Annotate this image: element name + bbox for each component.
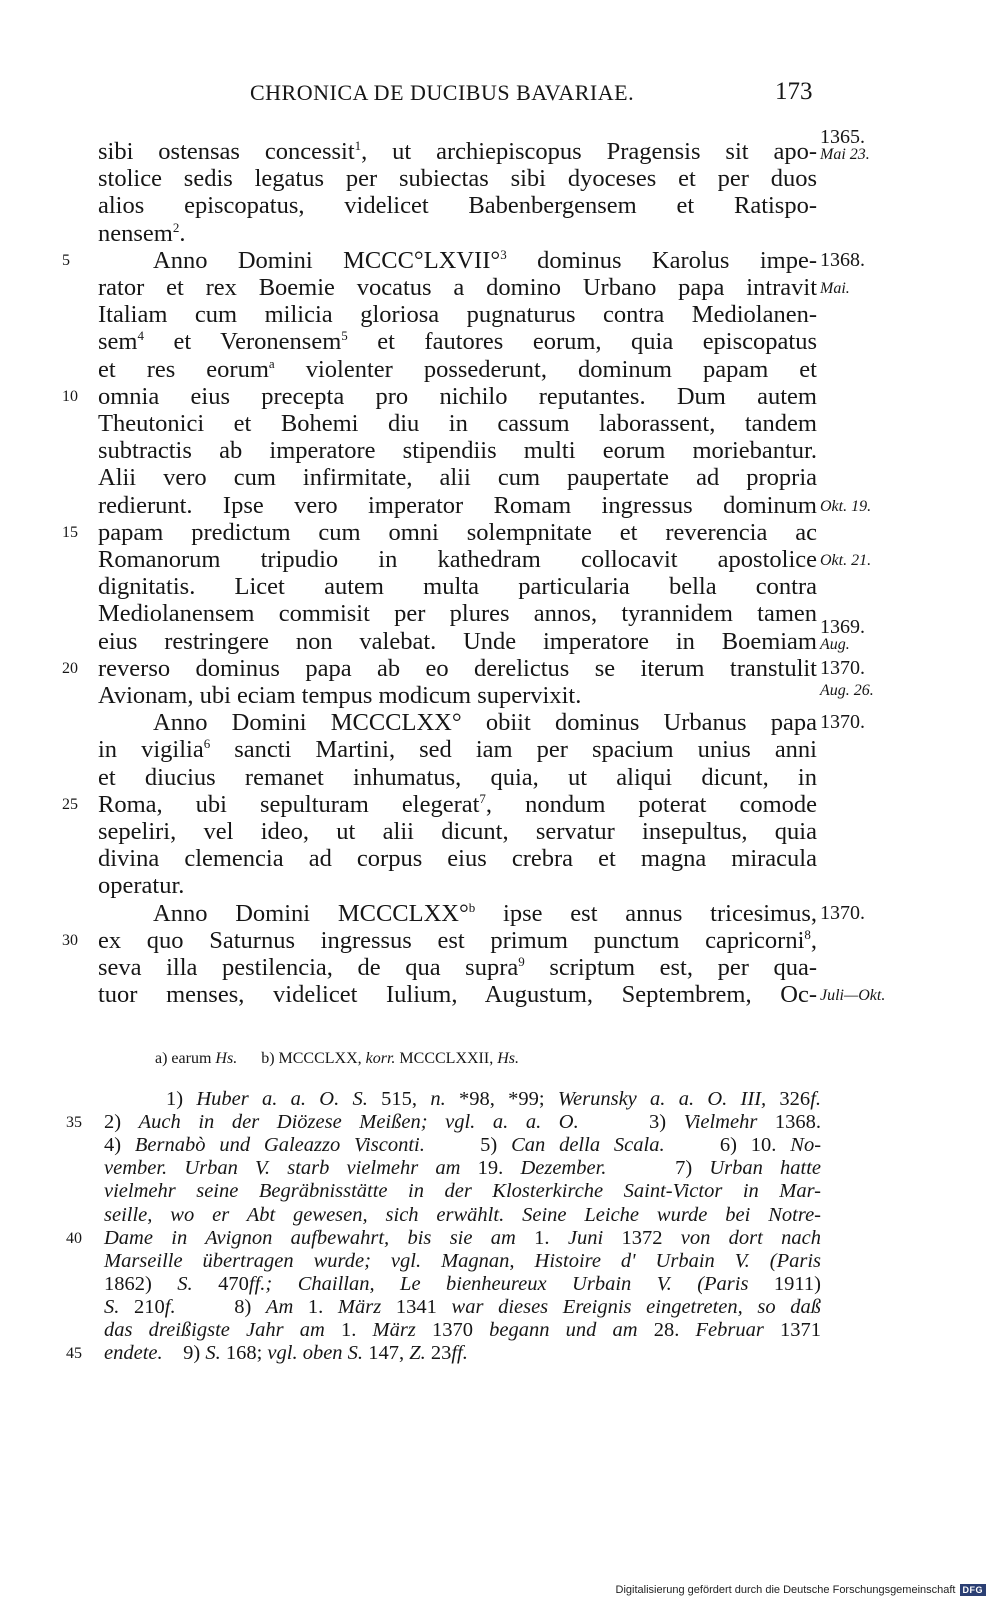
text-line: Alii vero cum infirmitate, alii cum paupertate ad propria	[98, 464, 817, 492]
text-line: rator et rex Boemie vocatus a domino Urbano papa intravit	[98, 274, 817, 301]
text-line: ex quo Saturnus ingressus est primum punctum capricorni$^8$,	[98, 926, 817, 954]
footnote-line: Marseille übertragen wurde; vgl. Magnan, Histoire d' Urbain V. (Paris	[104, 1249, 821, 1272]
text-line: subtractis ab imperatore stipendiis multi eorum moriebantur.	[98, 437, 817, 465]
line-number: 5	[62, 251, 70, 269]
text-line: in vigilia$^6$ sancti Martini, sed iam per spacium unius anni	[98, 736, 817, 764]
dfg-logo: DFG	[960, 1584, 987, 1596]
text-line: Anno Domini MCCC°LXVII°$^3$ dominus Karolus impe-	[153, 246, 817, 274]
text-line: Italiam cum milicia gloriosa pugnaturus contra Mediolanen-	[98, 301, 817, 329]
margin-date-note: 1370.	[820, 901, 865, 924]
margin-date-note: 1368.	[820, 248, 865, 271]
text-line: sem$^4$ et Veronensem$^5$ et fautores eorum, quia episcopatus	[98, 328, 817, 356]
text-line: seva illa pestilencia, de qua supra$^9$ scriptum est, per qua-	[98, 953, 817, 981]
footnote-line: vielmehr seine Begräbnisstätte in der Klosterkirche Saint-Victor in Mar-	[104, 1180, 821, 1203]
text-line: nensem$^2$.	[98, 219, 186, 247]
line-number: 15	[62, 523, 78, 541]
text-line: Avionam, ubi eciam tempus modicum supervixit.	[98, 682, 582, 709]
line-number: 10	[62, 387, 78, 405]
footnote-line: 4) Bernabò und Galeazzo Visconti. 5) Can della Scala. 6) 10. No-	[104, 1134, 822, 1157]
text-line: Anno Domini MCCCLXX° obiit dominus Urbanus papa	[153, 709, 817, 737]
footnote-line: S. 210f. 8) Am 1. März 1341 war dieses Ereignis eingetreten, so daß	[104, 1295, 822, 1318]
margin-date-note: 1369.	[820, 615, 865, 638]
text-line: redierunt. Ipse vero imperator Romam ingressus dominum	[98, 491, 817, 519]
text-line: reverso dominus papa ab eo derelictus se iterum transtulit	[98, 654, 817, 682]
margin-date-note: Aug. 26.	[820, 682, 874, 699]
text-line: operatur.	[98, 872, 185, 900]
margin-date-note: Mai 23.	[820, 146, 870, 163]
text-line: sepeliri, vel ideo, ut alii dicunt, servatur insepultus, quia	[98, 818, 817, 845]
footnote-line: endete. 9) S. 168; vgl. oben S. 147, Z. 23ff.	[104, 1342, 468, 1365]
footnote-line: vember. Urban V. starb vielmehr am 19. Dezember. 7) Urban hatte	[104, 1157, 821, 1180]
text-line: stolice sedis legatus per subiectas sibi dyoceses et per duos	[98, 165, 817, 193]
line-number: 25	[62, 795, 78, 813]
margin-date-note: Juli—Okt.	[820, 987, 886, 1005]
text-line: divina clemencia ad corpus eius crebra et magna miracula	[98, 845, 817, 873]
text-line: Theutonici et Bohemi diu in cassum laborassent, tandem	[98, 410, 817, 437]
margin-date-note: Mai.	[820, 280, 850, 297]
text-line: omnia eius precepta pro nichilo reputantes. Dum autem	[98, 382, 817, 410]
text-line: dignitatis. Licet autem multa particularia bella contra	[98, 573, 817, 601]
text-line: Roma, ubi sepulturam elegerat$^7$, nondum poterat comode	[98, 790, 818, 818]
digitization-note: Digitalisierung gefördert durch die Deutsche Forschungsgemeinschaft	[615, 1584, 956, 1596]
footnote-line-number: 45	[66, 1345, 82, 1363]
margin-date-note: 1370.	[820, 656, 865, 679]
text-line: Anno Domini MCCCLXX°$^b$ ipse est annus tricesimus,	[153, 899, 818, 927]
text-line: Romanorum tripudio in kathedram collocavit apostolice	[98, 546, 817, 573]
text-line: sibi ostensas concessit$^1$, ut archiepiscopus Pragensis sit apo-	[98, 137, 817, 165]
text-line: alios episcopatus, videlicet Babenbergensem et Ratispo-	[98, 192, 817, 220]
margin-date-note: Okt. 19.	[820, 497, 872, 515]
footnote-line: 1) Huber a. a. O. S. 515, n. *98, *99; Werunsky a. a. O. III, 326f.	[166, 1088, 822, 1110]
margin-date-note: 1370.	[820, 711, 865, 734]
footnote-line: 1862) S. 470ff.; Chaillan, Le bienheureux Urbain V. (Paris 1911)	[104, 1272, 821, 1295]
footnote-line: das dreißigste Jahr am 1. März 1370 begann und am 28. Februar 1371	[104, 1319, 821, 1341]
footnote-line: seille, wo er Abt gewesen, sich erwählt. Seine Leiche wurde bei Notre-	[104, 1203, 821, 1226]
text-line: papam predictum cum omni solempnitate et reverencia ac	[98, 518, 817, 546]
margin-date-note: Aug.	[820, 635, 850, 653]
footnote-line-number: 40	[66, 1229, 82, 1247]
line-number: 20	[62, 659, 78, 677]
critical-apparatus: a) earum Hs. b) MCCCLXX, korr. MCCCLXXII, Hs.	[155, 1050, 519, 1067]
footnote-line: 2) Auch in der Diözese Meißen; vgl. a. a. O. 3) Vielmehr 1368.	[104, 1111, 822, 1134]
text-line: et diucius remanet inhumatus, quia, ut aliqui dicunt, in	[98, 763, 817, 791]
line-number: 30	[62, 931, 78, 949]
page-number: 173	[775, 78, 813, 105]
text-line: eius restringere non valebat. Unde imperatore in Boemiam	[98, 627, 817, 655]
digitization-credit	[616, 1584, 986, 1596]
footnote-line-number: 35	[66, 1114, 82, 1132]
text-line: et res eorum$^a$ violenter possederunt, dominum papam et	[98, 355, 817, 383]
running-title: CHRONICA DE DUCIBUS BAVARIAE.	[250, 80, 635, 105]
margin-date-note: Okt. 21.	[820, 552, 872, 569]
text-line: Mediolanensem commisit per plures annos, tyrannidem tamen	[98, 600, 817, 628]
footnote-line: Dame in Avignon aufbewahrt, bis sie am 1. Juni 1372 von dort nach	[104, 1226, 822, 1249]
margin-date-note: 1365.	[820, 126, 865, 148]
text-line: tuor menses, videlicet Iulium, Augustum, Septembrem, Oc-	[98, 981, 817, 1009]
